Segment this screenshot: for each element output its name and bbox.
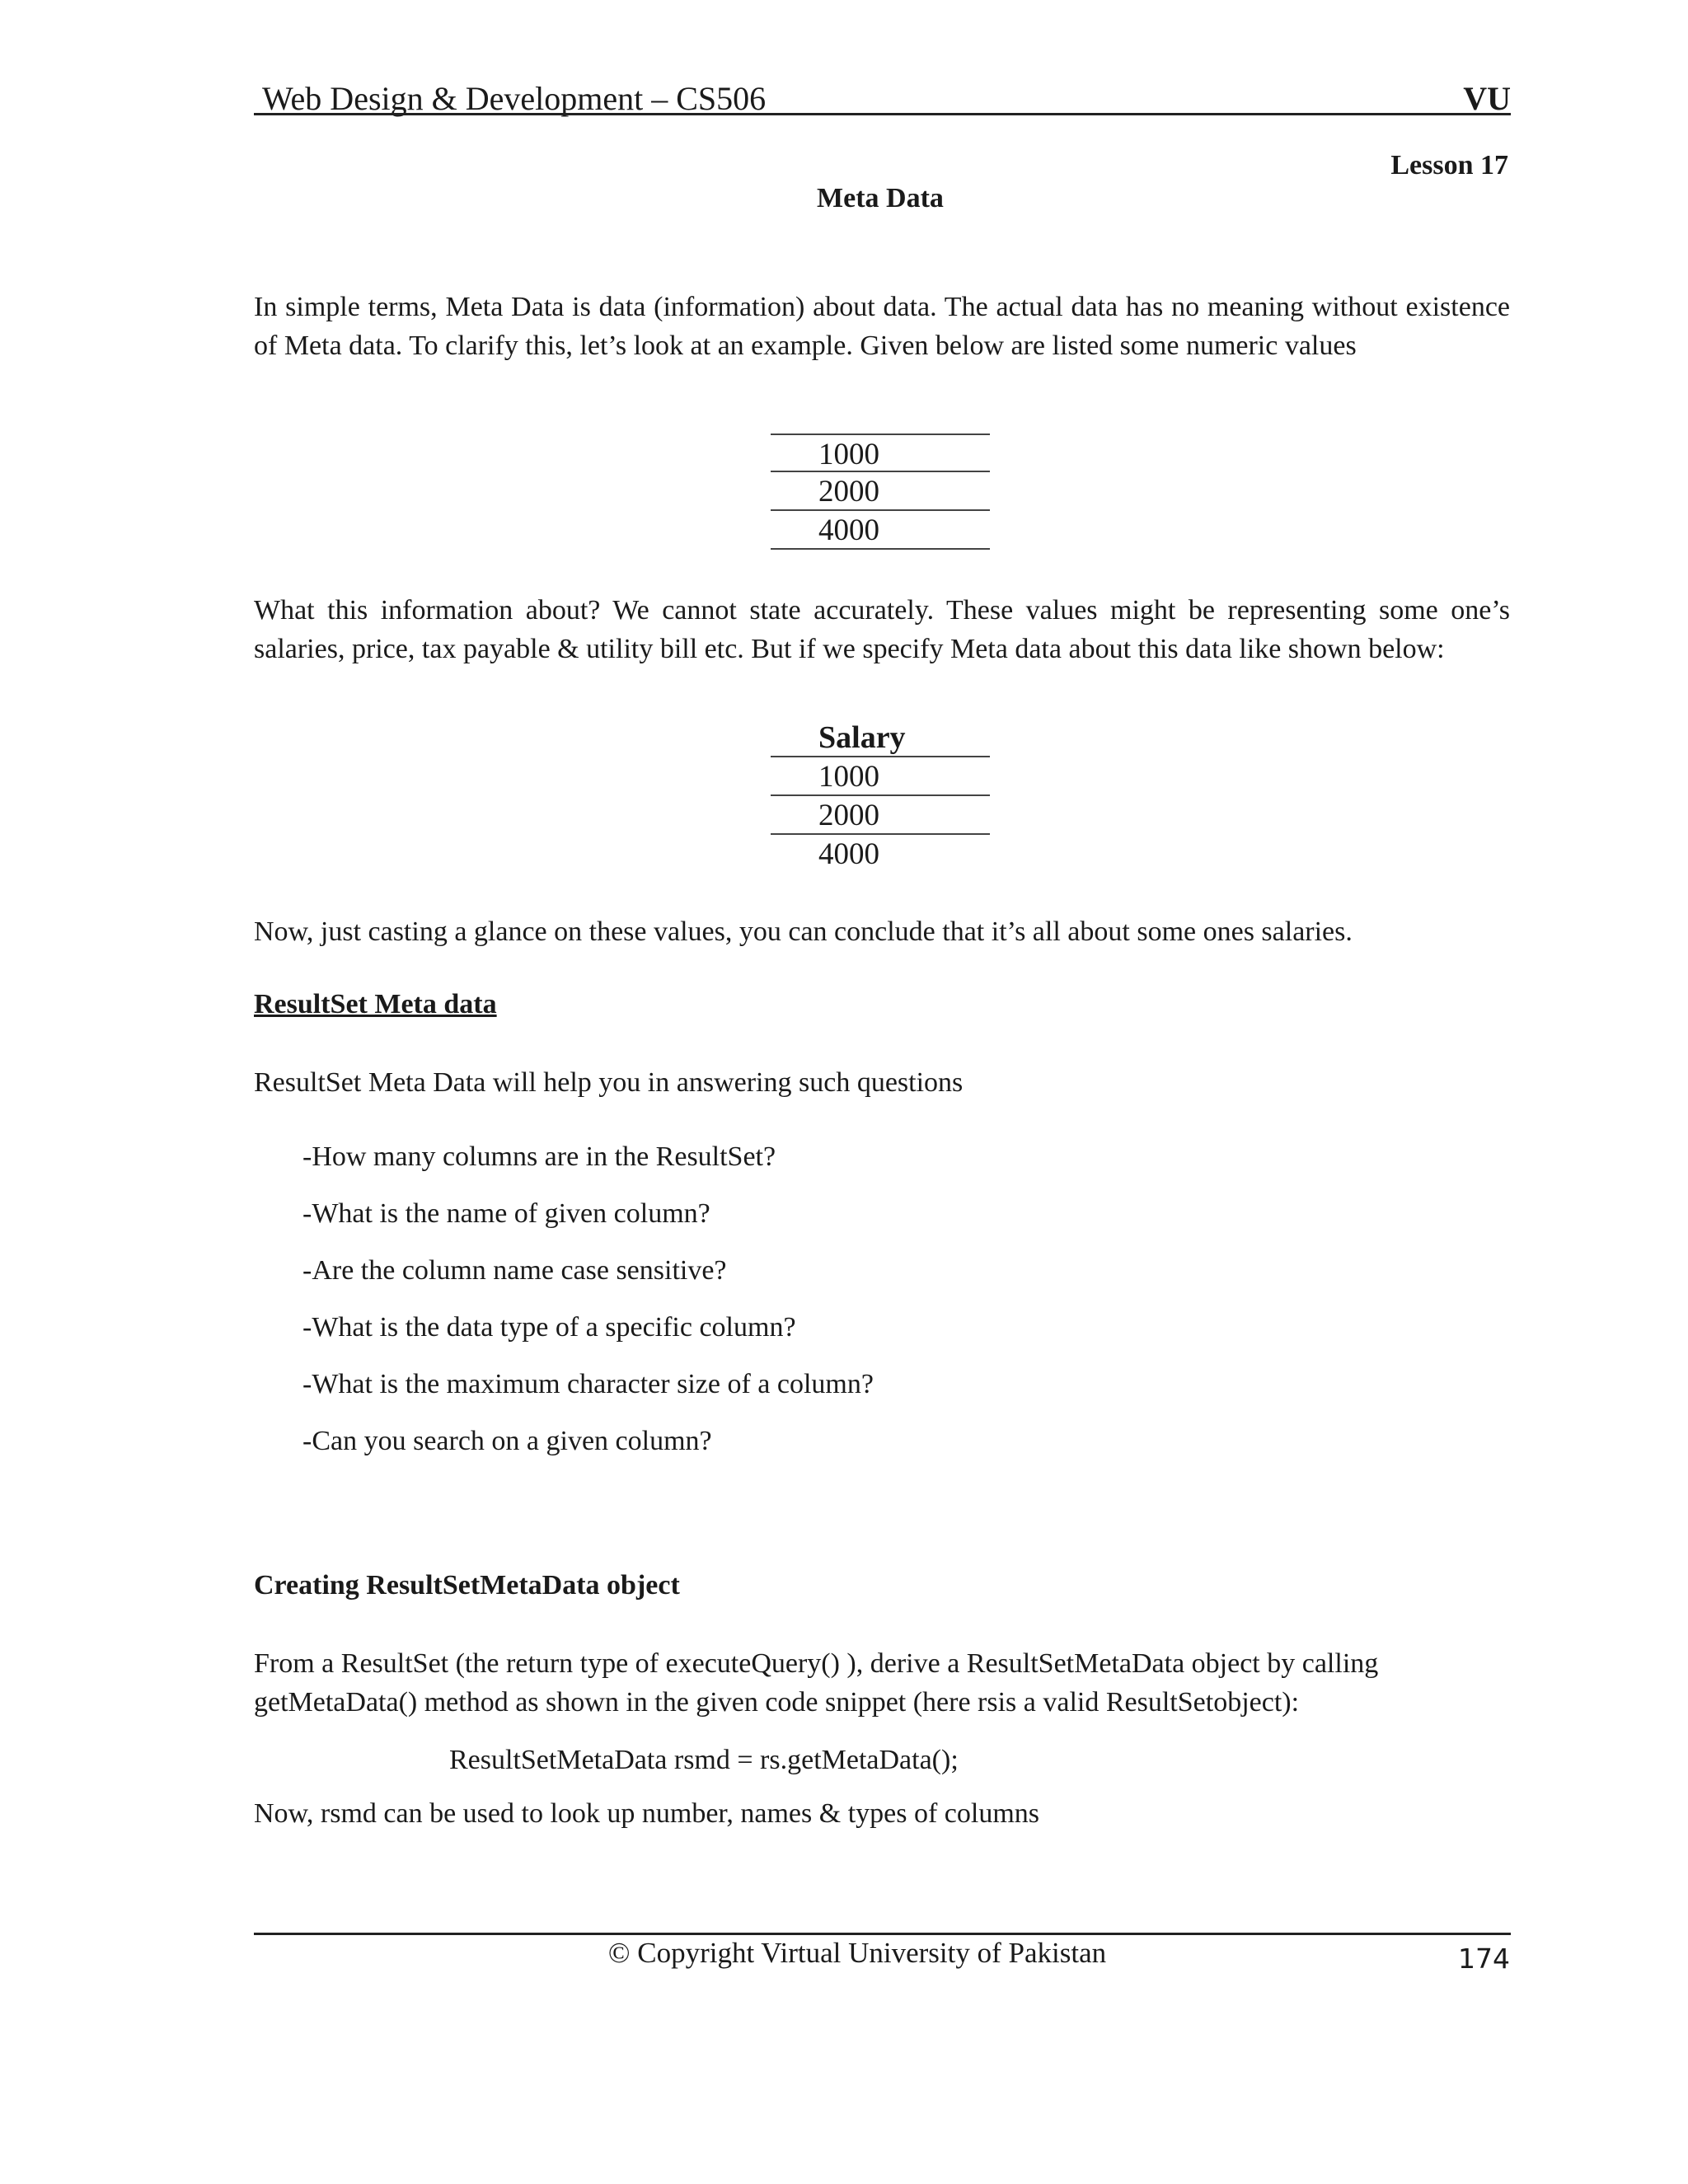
salary-table-cell: 2000 [771,796,990,835]
creating-paragraph: From a ResultSet (the return type of executeQuery() ), derive a ResultSetMetaData object by calling getMetaData() method as shown in the given code snippet (here rsis a valid ResultSetobject): [254,1648,1379,1718]
creating-object-heading: Creating ResultSetMetaData object [254,1570,680,1601]
values-table [771,434,990,550]
header-course-title: Web Design & Development – CS506 [262,80,767,117]
values-table-cell: 1000 [771,434,990,472]
salary-table [771,719,990,874]
footer-copyright: © Copyright Virtual University of Pakistan [607,1937,1107,1969]
lesson-label: Lesson 17 [1390,150,1508,180]
code-snippet: ResultSetMetaData rsmd = rs.getMetaData(); [449,1745,959,1775]
list-item: -What is the data type of a specific column? [302,1312,796,1343]
header-university: VU [1463,80,1511,117]
salary-table-cell: 1000 [771,757,990,796]
header-rule [254,113,1511,115]
page-number: 174 [1458,1943,1510,1975]
footer-rule [254,1933,1511,1935]
salary-table-header: Salary [771,719,990,757]
conclusion-paragraph: Now, just casting a glance on these values, you can conclude that it’s all about some ones salaries. [254,916,1353,947]
list-item: -How many columns are in the ResultSet? [302,1141,776,1172]
rsmd-intro-paragraph: ResultSet Meta Data will help you in answering such questions [254,1067,964,1098]
usage-paragraph: Now, rsmd can be used to look up number, names & types of columns [254,1798,1039,1829]
question-paragraph: What this information about? We cannot state accurately. These values might be representing some one’s salaries, price, tax payable & utility bill etc. But if we specify Meta data about this data like shown below: [254,595,1510,664]
values-table-cell: 4000 [771,511,990,550]
intro-paragraph: In simple terms, Meta Data is data (information) about data. The actual data has no meaning without existence of Meta data. To clarify this, let’s look at an example. Given below are listed some numeric values [254,292,1510,361]
resultset-meta-heading: ResultSet Meta data [254,989,497,1019]
list-item: -Are the column name case sensitive? [302,1255,727,1286]
questions-list [302,1137,874,1479]
values-table-cell: 2000 [771,472,990,511]
salary-table-cell: 4000 [818,837,879,871]
page-title: Meta Data [817,183,944,213]
list-item: -What is the maximum character size of a column? [302,1369,874,1399]
list-item: -Can you search on a given column? [302,1426,712,1456]
list-item: -What is the name of given column? [302,1198,710,1229]
